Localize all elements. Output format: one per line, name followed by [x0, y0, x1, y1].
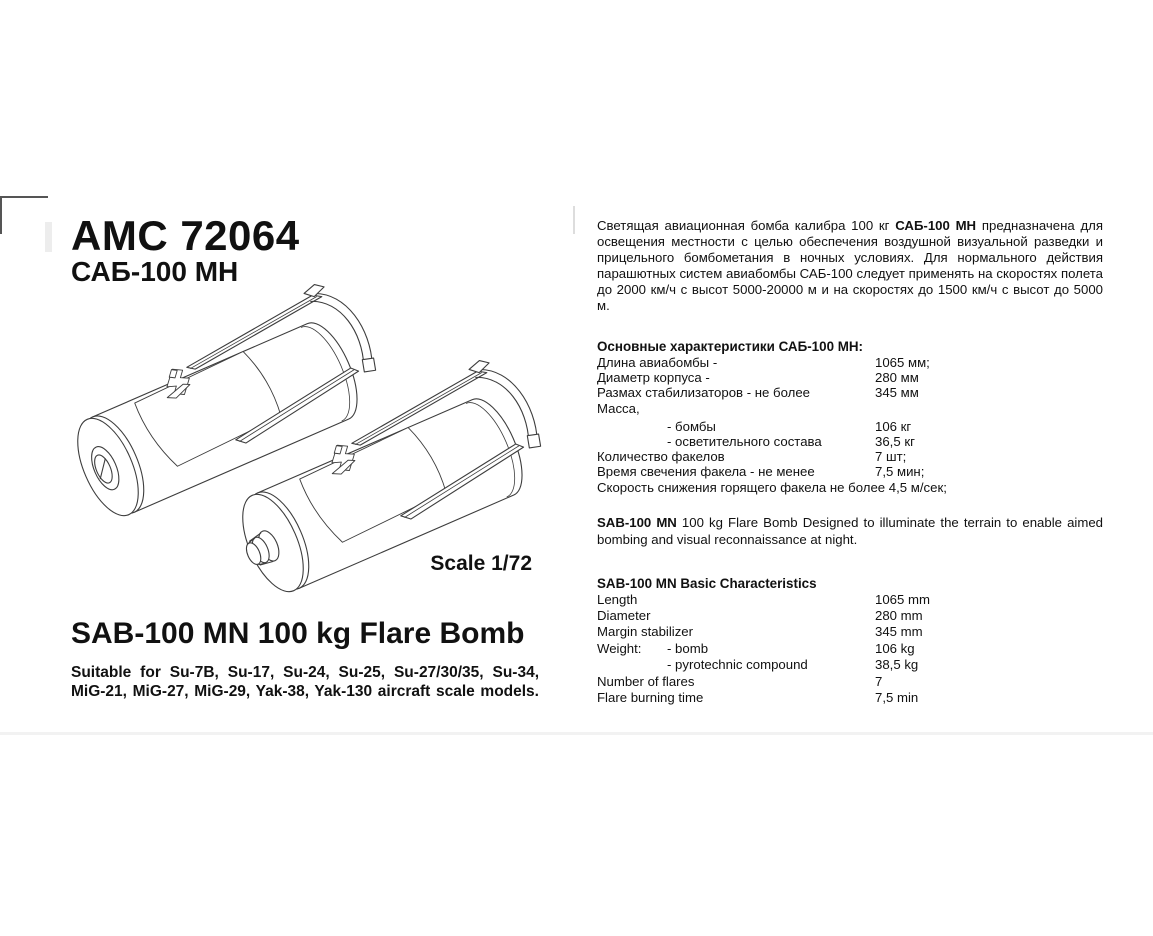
english-intro-paragraph: SAB-100 MN 100 kg Flare Bomb Designed to illuminate the terrain to enable aimed bombing and visual reconnaissance at night.	[597, 514, 1103, 547]
row-value: 106 kg	[875, 640, 915, 656]
table-row	[597, 370, 1103, 385]
table-row	[597, 641, 1103, 657]
table-row	[597, 385, 1103, 400]
row-label: Margin stabilizer	[597, 624, 694, 640]
row-label: Length	[597, 591, 638, 607]
row-label: Количество факелов	[597, 449, 725, 465]
row-value: 1065 мм;	[875, 355, 930, 370]
row-label: Flare burning time	[597, 690, 704, 706]
right-column	[597, 0, 1103, 706]
english-characteristics-title: SAB-100 MN Basic Characteristics	[597, 575, 817, 591]
row-value: 38,5 kg	[875, 657, 919, 673]
row-prefix: Weight:	[597, 640, 642, 656]
row-value: 345 мм	[875, 385, 919, 401]
row-value: 1065 mm	[875, 591, 930, 607]
table-row	[597, 690, 1103, 706]
row-label: Размах стабилизаторов - не более	[597, 385, 811, 401]
corner-crop-mark-horizontal	[0, 196, 48, 198]
russian-characteristics-table	[597, 355, 1103, 480]
row-label: Диаметр корпуса -	[597, 370, 710, 386]
row-value: 280 mm	[875, 608, 923, 624]
row-value: 7	[875, 673, 883, 689]
row-label: Длина авиабомбы -	[597, 355, 718, 370]
row-value: 345 mm	[875, 624, 923, 640]
table-row	[597, 449, 1103, 464]
product-code-title: AMC 72064	[71, 212, 300, 259]
table-row	[597, 592, 1103, 608]
row-value: 106 кг	[875, 418, 912, 434]
row-value: 7 шт;	[875, 449, 907, 465]
corner-crop-mark-vertical	[0, 196, 2, 234]
table-row	[597, 355, 1103, 370]
table-row	[597, 608, 1103, 624]
row-value: 280 мм	[875, 370, 919, 386]
table-row	[597, 464, 1103, 479]
row-value: 7,5 мин;	[875, 464, 925, 480]
table-row	[597, 401, 1103, 416]
suitable-models-note: Suitable for Su-7B, Su-17, Su-24, Su-25, Su-27/30/35, Su-34, MiG-21, MiG-27, MiG-29, Yak-38, Yak-130 aircraft scale models.	[71, 664, 539, 700]
table-row	[597, 657, 1103, 673]
row-label: - pyrotechnic compound	[667, 657, 808, 673]
row-label: - осветительного состава	[667, 433, 822, 449]
russian-intro-paragraph: Светящая авиационная бомба калибра 100 кг САБ-100 МН предназначена для освещения местности с целью обеспечения воздушной визуальной разведки и прицельного бомбометания в ночных условиях. Для нормального действия парашютных систем авиабомбы САБ-100 следует применять на скоростях полета до 2000 км/ч с высот 5000-20000 м и на скоростях до 1500 км/ч с высот до 5000 м.	[597, 218, 1103, 313]
row-label: - bomb	[667, 640, 709, 656]
table-row	[597, 624, 1103, 640]
table-row	[597, 434, 1103, 449]
scale-label: Scale 1/72	[430, 552, 532, 575]
table-row	[597, 419, 1103, 434]
row-label: Масса,	[597, 400, 640, 416]
table-row	[597, 674, 1103, 690]
row-value: 36,5 кг	[875, 433, 915, 449]
russian-descent-speed-note: Скорость снижения горящего факела не более 4,5 м/сек;	[597, 479, 947, 495]
row-value: 7,5 min	[875, 690, 919, 706]
row-label: Number of flares	[597, 673, 695, 689]
scan-artifact-band	[0, 732, 1153, 735]
english-heading: SAB-100 MN 100 kg Flare Bomb	[71, 617, 525, 650]
scan-artifact-right	[573, 206, 575, 234]
product-name-ru: САБ-100 МН	[71, 256, 239, 287]
russian-characteristics-title: Основные характеристики САБ-100 МН:	[597, 339, 864, 354]
row-label: Время свечения факела - не менее	[597, 464, 815, 480]
row-label: Diameter	[597, 608, 651, 624]
english-characteristics-table	[597, 592, 1103, 707]
row-label: - бомбы	[667, 418, 716, 434]
scan-artifact-left	[45, 222, 52, 252]
